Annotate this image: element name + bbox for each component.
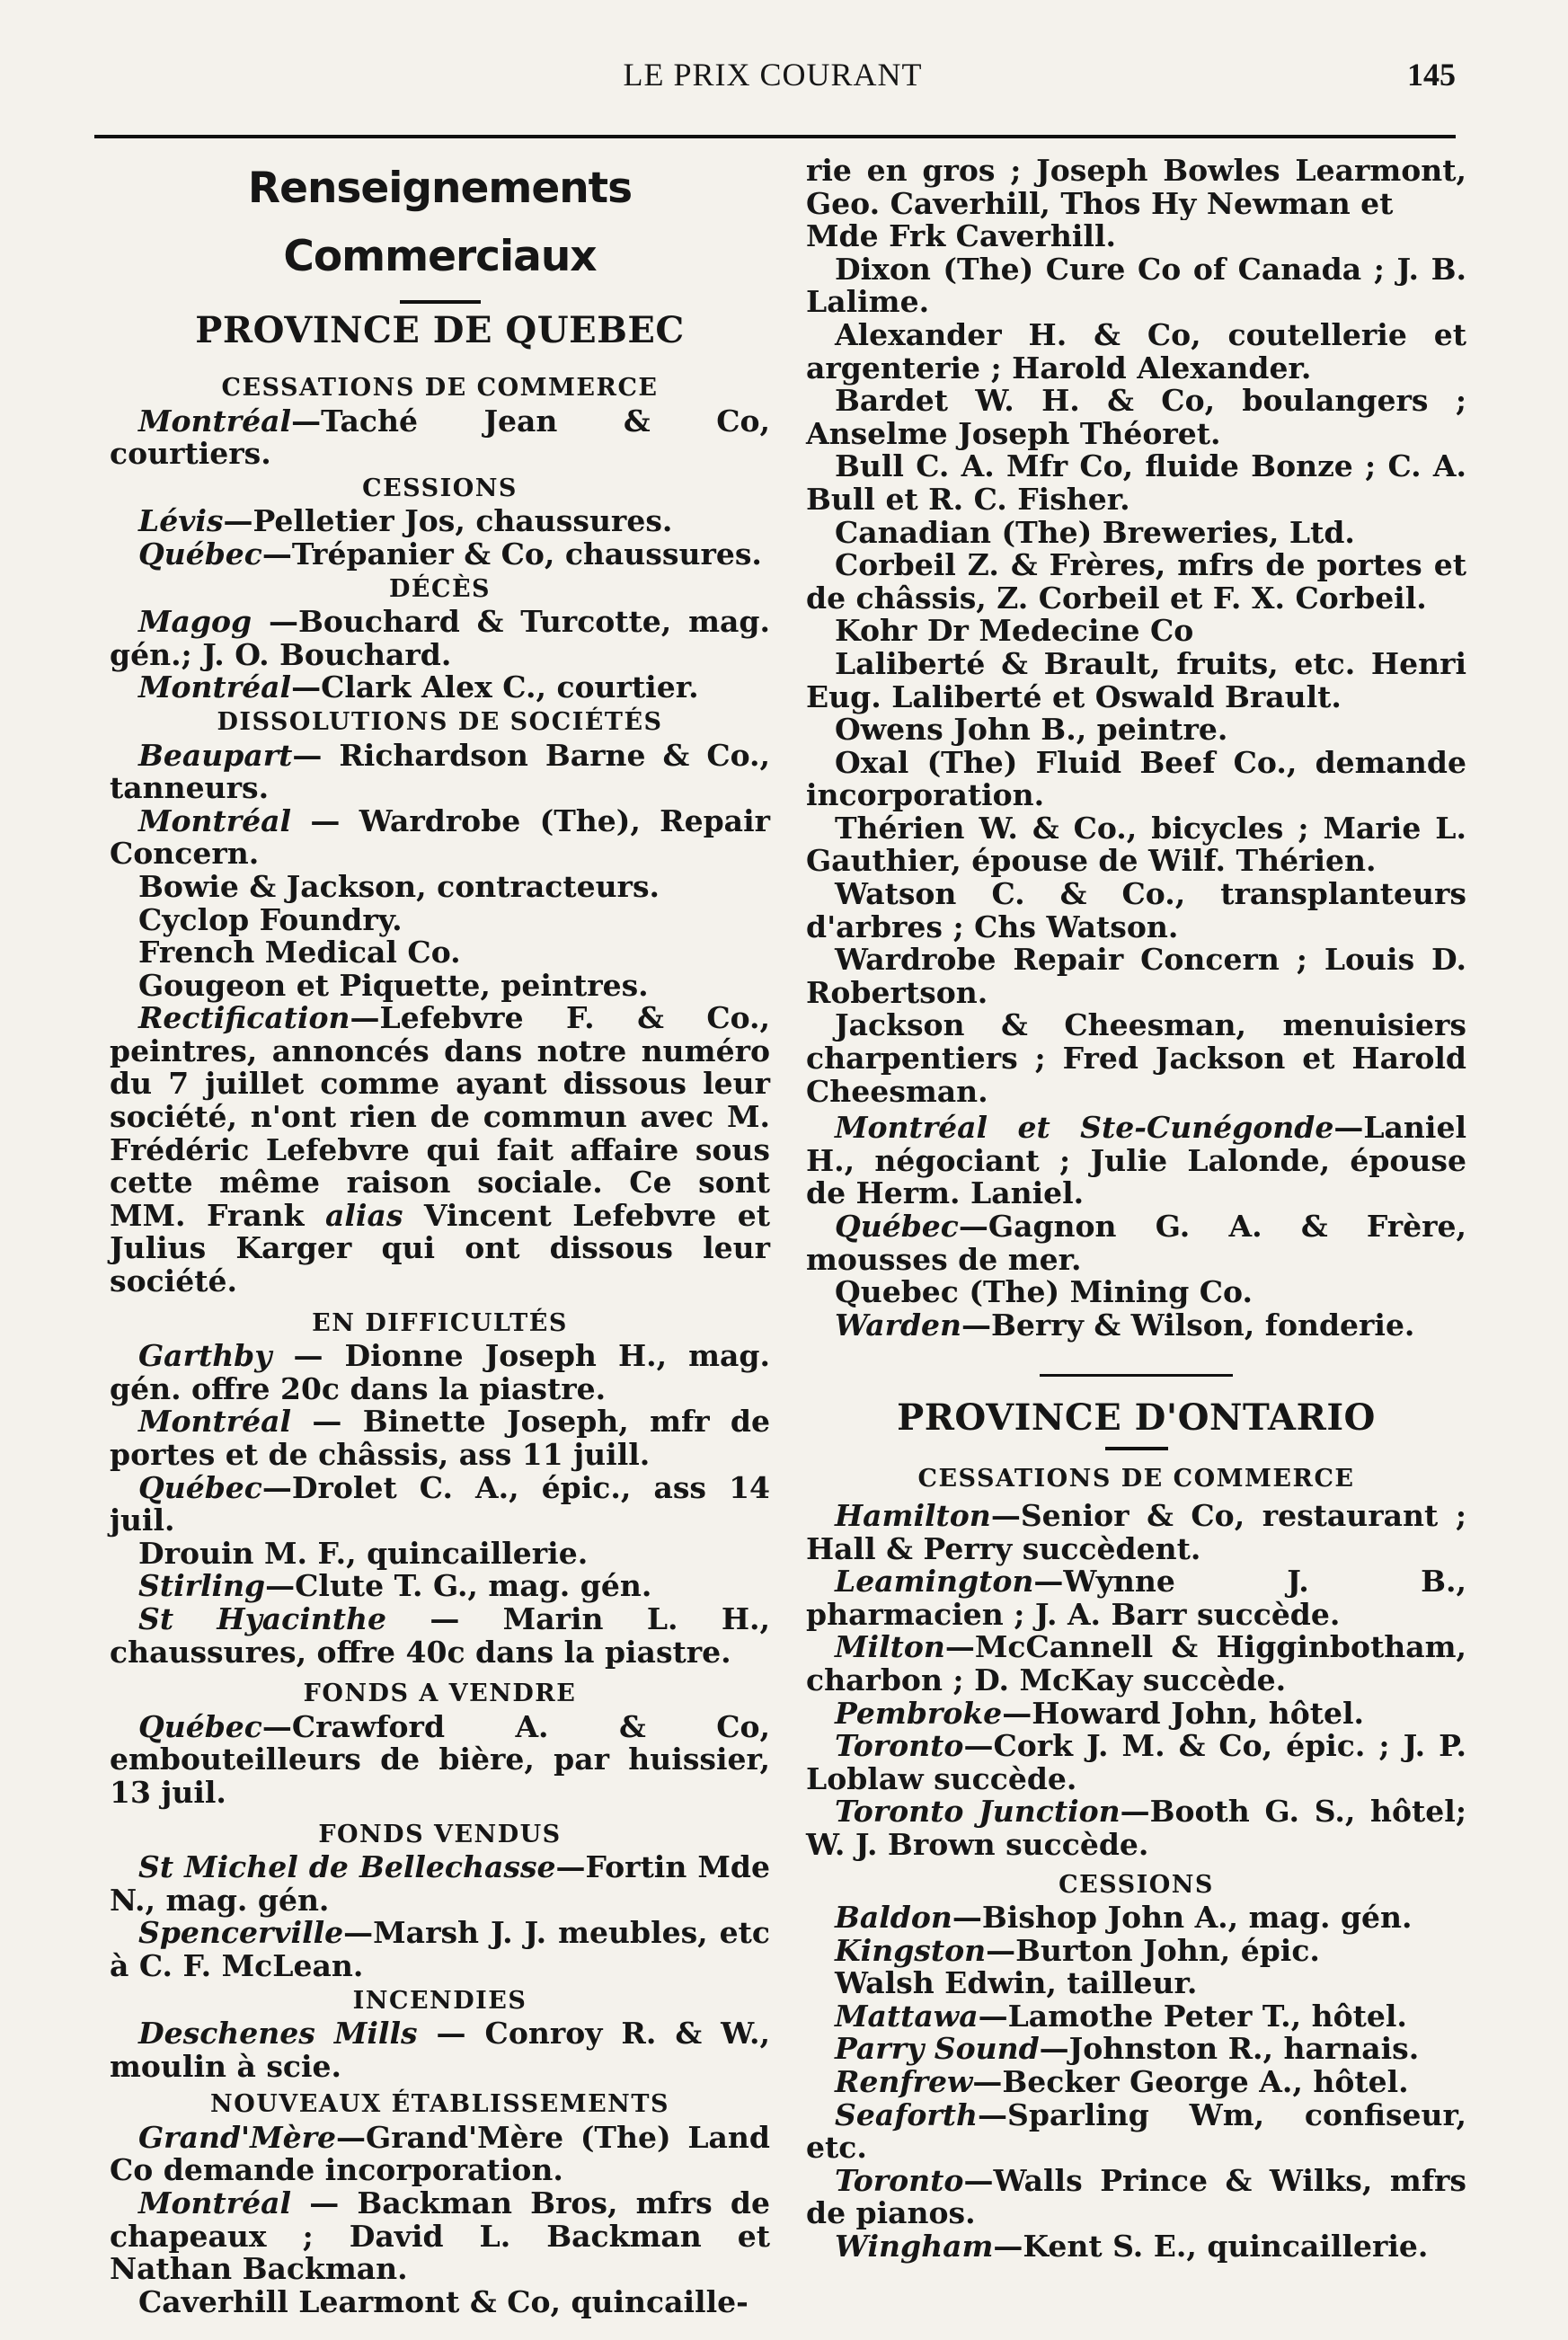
right-column [806,155,1466,2264]
left-column [110,153,770,2318]
entry [110,505,770,538]
entry: Dixon (The) Cure Co of Canada ; J. B. Lalime. [806,251,1466,320]
entry-text: —Crawford A. & Co, embouteilleurs de bière, par huissier, 13 juil. [110,1708,770,1810]
entry-place: Rectification [138,1000,350,1036]
entry: Gougeon et Piquette, peintres. [138,967,649,1003]
entry-place: Leamington [835,1564,1034,1600]
entry-place: Toronto [835,1728,964,1764]
entry: Canadian (The) Breweries, Ltd. [835,514,1355,550]
entry [806,1730,1466,1795]
entry [110,538,770,572]
entry-place: Seaforth [835,2096,979,2132]
entry: Drouin M. F., quincaillerie. [138,1535,589,1571]
entry-place: Québec [138,1708,262,1744]
entry [806,1795,1466,1861]
entry-place: Warden [835,1307,962,1343]
entry-text: —Fortin Mde N., mag. gén. [110,1849,770,1918]
entry-place: Hamilton [835,1497,991,1533]
entry-text: —Clute T. G., mag. gén. [265,1568,652,1604]
entry-text: — Conroy R. & W., moulin à scie. [110,2016,771,2084]
entry-place: Spencerville [138,1915,344,1951]
heading-fonds-a-vendre: FONDS A VENDRE [303,1680,577,1708]
entry: Thérien W. & Co., bicycles ; Marie L. Gauthier, épouse de Wilf. Thérien. [806,810,1466,879]
entry-text: —Cork J. M. & Co, épic. ; J. P. Loblaw succède. [806,1728,1466,1796]
heading-difficultes: EN DIFFICULTÉS [312,1308,568,1337]
entry-text: —Wynne J. B., pharmacien ; J. A. Barr succède. [806,1564,1466,1632]
entry-place: Québec [138,1469,262,1505]
entry-caverhill: Caverhill Learmont & Co, quincaille- [138,2285,749,2319]
entry-text: —Lefebvre F. & Co., peintres, annoncés dans notre numéro du 7 juillet comme ayant dissous leur société, n'ont rien de commun avec M. Frédéric Lefebvre qui fait affaire sous cette même raison sociale. Ce sont MM. Frank [110,1000,770,1233]
entry: Bowie & Jackson, contracteurs. [138,868,660,904]
heading-incendies: INCENDIES [352,1986,527,2015]
entry [110,802,770,872]
entry [110,1340,770,1405]
entry [110,1708,770,1810]
entry: Wardrobe Repair Concern ; Louis D. Robertson. [806,942,1466,1010]
entry [806,2096,1466,2166]
entry-text: — Marin L. H., chaussures, offre 40c dans la piastre. [110,1600,770,1670]
entry [806,2162,1466,2231]
entry-place: St Michel de Bellechasse [138,1849,556,1885]
entry-place: Montréal [138,2185,292,2221]
heading-ontario-cessions: CESSIONS [1059,1870,1214,1899]
entry [110,1469,770,1538]
section-rule [1040,1374,1233,1377]
entry [806,2000,1466,2034]
entry-alias: alias [325,1197,403,1233]
entry-text: —Drolet C. A., épic., ass 14 juil. [110,1469,770,1538]
entry-text: —Walls Prince & Wilks, mfrs de pianos. [806,2162,1466,2231]
entry [110,606,770,671]
entry [806,1932,1466,1968]
entry-place: Wingham [835,2229,994,2265]
entry-place: Baldon [835,1900,952,1936]
entry [806,2033,1466,2066]
entry [806,1210,1466,1276]
entry: Laliberté & Brault, fruits, etc. Henri Eug. Laliberté et Oswald Brault. [806,645,1466,714]
entry-place: St Hyacinthe [138,1600,386,1636]
entry-text: — Wardrobe (The), Repair Concern. [110,802,770,872]
entry [806,1565,1466,1631]
entry-text: —Johnston R., harnais. [1039,2031,1420,2067]
entry-place: Toronto Junction [835,1794,1121,1830]
entry-text: —Taché Jean & Co, courtiers. [110,403,770,472]
entry [110,1570,770,1603]
entry [806,2066,1466,2099]
entry-caverhill-end: Mde Frk Caverhill. [806,218,1116,254]
entry [110,737,770,806]
heading-nouveaux: NOUVEAUX ÉTABLISSEMENTS [210,2090,669,2119]
entry-place: Renfrew [835,2064,973,2100]
entry-place: Grand'Mère [138,2119,337,2155]
province-ontario-title: PROVINCE D'ONTARIO [897,1396,1376,1440]
entry: Jackson & Cheesman, menuisiers charpentiers ; Fred Jackson et Harold Cheesman. [806,1007,1466,1109]
entry: Quebec (The) Mining Co. [835,1274,1253,1310]
heading-dissolutions: DISSOLUTIONS DE SOCIÉTÉS [217,707,663,736]
entry-place: Toronto [835,2162,964,2198]
entry-caverhill-continued [806,155,1466,220]
entry-text: —Gagnon G. A. & Frère, mousses de mer. [806,1209,1466,1277]
entry: Corbeil Z. & Frères, mfrs de portes et de châssis, Z. Corbeil et F. X. Corbeil. [806,547,1466,616]
entry: Oxal (The) Fluid Beef Co., demande incorporation. [806,744,1466,813]
entry-place: Lévis [138,503,224,539]
page-number: 145 [1407,57,1456,93]
entry-place: Québec [138,536,262,572]
entry: Kohr Dr Medecine Co [835,613,1194,649]
entry [806,1697,1466,1731]
entry-place: Magog [138,604,252,640]
entry-text: —Marsh J. J. meubles, etc à C. F. McLean. [110,1915,770,1983]
province-quebec-title: PROVINCE DE QUEBEC [195,309,685,351]
entry-text: — Binette Joseph, mfr de portes et de châssis, ass 11 juill. [110,1404,770,1472]
entry: Walsh Edwin, tailleur. [835,1965,1198,2001]
header-rule [94,135,1456,138]
entry [110,1405,770,1471]
heading-deces: DÉCÈS [388,574,492,603]
entry-place: Garthby [138,1338,272,1374]
entry-text: —Howard John, hôtel. [1002,1695,1364,1731]
entry [806,1497,1466,1566]
entry [110,1600,770,1670]
entry-text: —Grand'Mère (The) Land Co demande incorporation. [110,2119,770,2188]
entry [110,1917,770,1982]
entry-place: Montréal [138,403,292,439]
heading-fonds-vendus: FONDS VENDUS [318,1820,562,1848]
entry-place: Beaupart [138,737,293,773]
entry: French Medical Co. [138,935,461,971]
entry [806,1901,1466,1935]
entry-place: Pembroke [835,1695,1003,1731]
entry-text: — Backman Bros, mfrs de chapeaux ; David L. Backman et Nathan Backman. [110,2185,770,2287]
entry-text: —Trépanier & Co, chaussures. [261,536,762,572]
entry-text: Vincent Lefebvre et Julius Karger qui ont dissous leur société. [110,1197,771,1299]
entry [110,2119,770,2188]
entry-place: Parry Sound [835,2031,1040,2067]
entry [806,2230,1466,2264]
entry-text: — Richardson Barne & Co., tanneurs. [110,737,770,806]
entry [806,1112,1466,1210]
entry [110,405,770,471]
entry-place: Montréal [138,669,292,705]
entry-place: Milton [835,1629,945,1665]
running-head: LE PRIX COURANT [623,57,923,93]
entry [110,671,770,705]
entry: Alexander H. & Co, coutellerie et argenterie ; Harold Alexander. [806,316,1466,386]
entry-text: —Kent S. E., quincaillerie. [993,2229,1429,2265]
entry-text: — Dionne Joseph H., mag. gén. offre 20c dans la piastre. [110,1338,770,1406]
entry-text: —Senior & Co, restaurant ; Hall & Perry succèdent. [806,1497,1466,1566]
title-rule [1105,1447,1168,1450]
heading-cessions: CESSIONS [362,474,518,502]
entry: Bardet W. H. & Co, boulangers ; Anselme Joseph Théoret. [806,383,1466,451]
section-title: Renseignements Commerciaux [247,164,633,281]
entry-text: —Laniel H., négociant ; Julie Lalonde, épouse de Herm. Laniel. [806,1110,1466,1211]
entry-place: Montréal et Ste-Cunégonde [835,1110,1334,1146]
entry-place: Montréal [138,802,292,838]
entry-rectification [110,1002,770,1298]
entry-text: —Clark Alex C., courtier. [291,669,699,705]
entry-place: Montréal [138,1404,292,1440]
entry-text: —Burton John, épic. [986,1932,1320,1968]
entry-caverhill-tail: rie en gros ; Joseph Bowles Learmont, Geo. Caverhill, Thos Hy Newman et [806,155,1466,221]
entry-place: Stirling [138,1568,266,1604]
entry-text: —Becker George A., hôtel. [972,2064,1409,2100]
entry [110,2187,770,2286]
entry-text: —Bouchard & Turcotte, mag. gén.; J. O. Bouchard. [110,604,770,672]
entry-text: —Pelletier Jos, chaussures. [223,503,673,539]
heading-ontario-cessations: CESSATIONS DE COMMERCE [917,1465,1355,1494]
entry: Watson C. & Co., transplanteurs d'arbres ; Chs Watson. [806,876,1466,944]
entry: Bull C. A. Mfr Co, fluide Bonze ; C. A. Bull et R. C. Fisher. [806,448,1466,517]
entry [110,2017,770,2083]
entry-text: —Berry & Wilson, fonderie. [961,1307,1415,1343]
entry [110,1851,770,1917]
entry-text: —Bishop John A., mag. gén. [952,1900,1413,1936]
entry-place: Mattawa [835,1998,979,2034]
entry [806,1631,1466,1697]
entry-text: —Booth G. S., hôtel; W. J. Brown succède. [806,1794,1467,1862]
entry-place: Kingston [835,1932,987,1968]
entry: Owens John B., peintre. [835,712,1228,748]
heading-cessations: CESSATIONS DE COMMERCE [221,374,659,402]
title-rule [400,300,481,304]
entry [806,1309,1466,1343]
entry-text: —McCannell & Higginbotham, charbon ; D. McKay succède. [806,1629,1466,1697]
entry-place: Québec [835,1209,959,1244]
entry: Cyclop Foundry. [138,901,403,937]
entry-text: —Lamothe Peter T., hôtel. [978,1998,1407,2034]
entry-text: —Sparling Wm, confiseur, etc. [806,2096,1466,2166]
entry-place: Deschenes Mills [138,2016,418,2052]
